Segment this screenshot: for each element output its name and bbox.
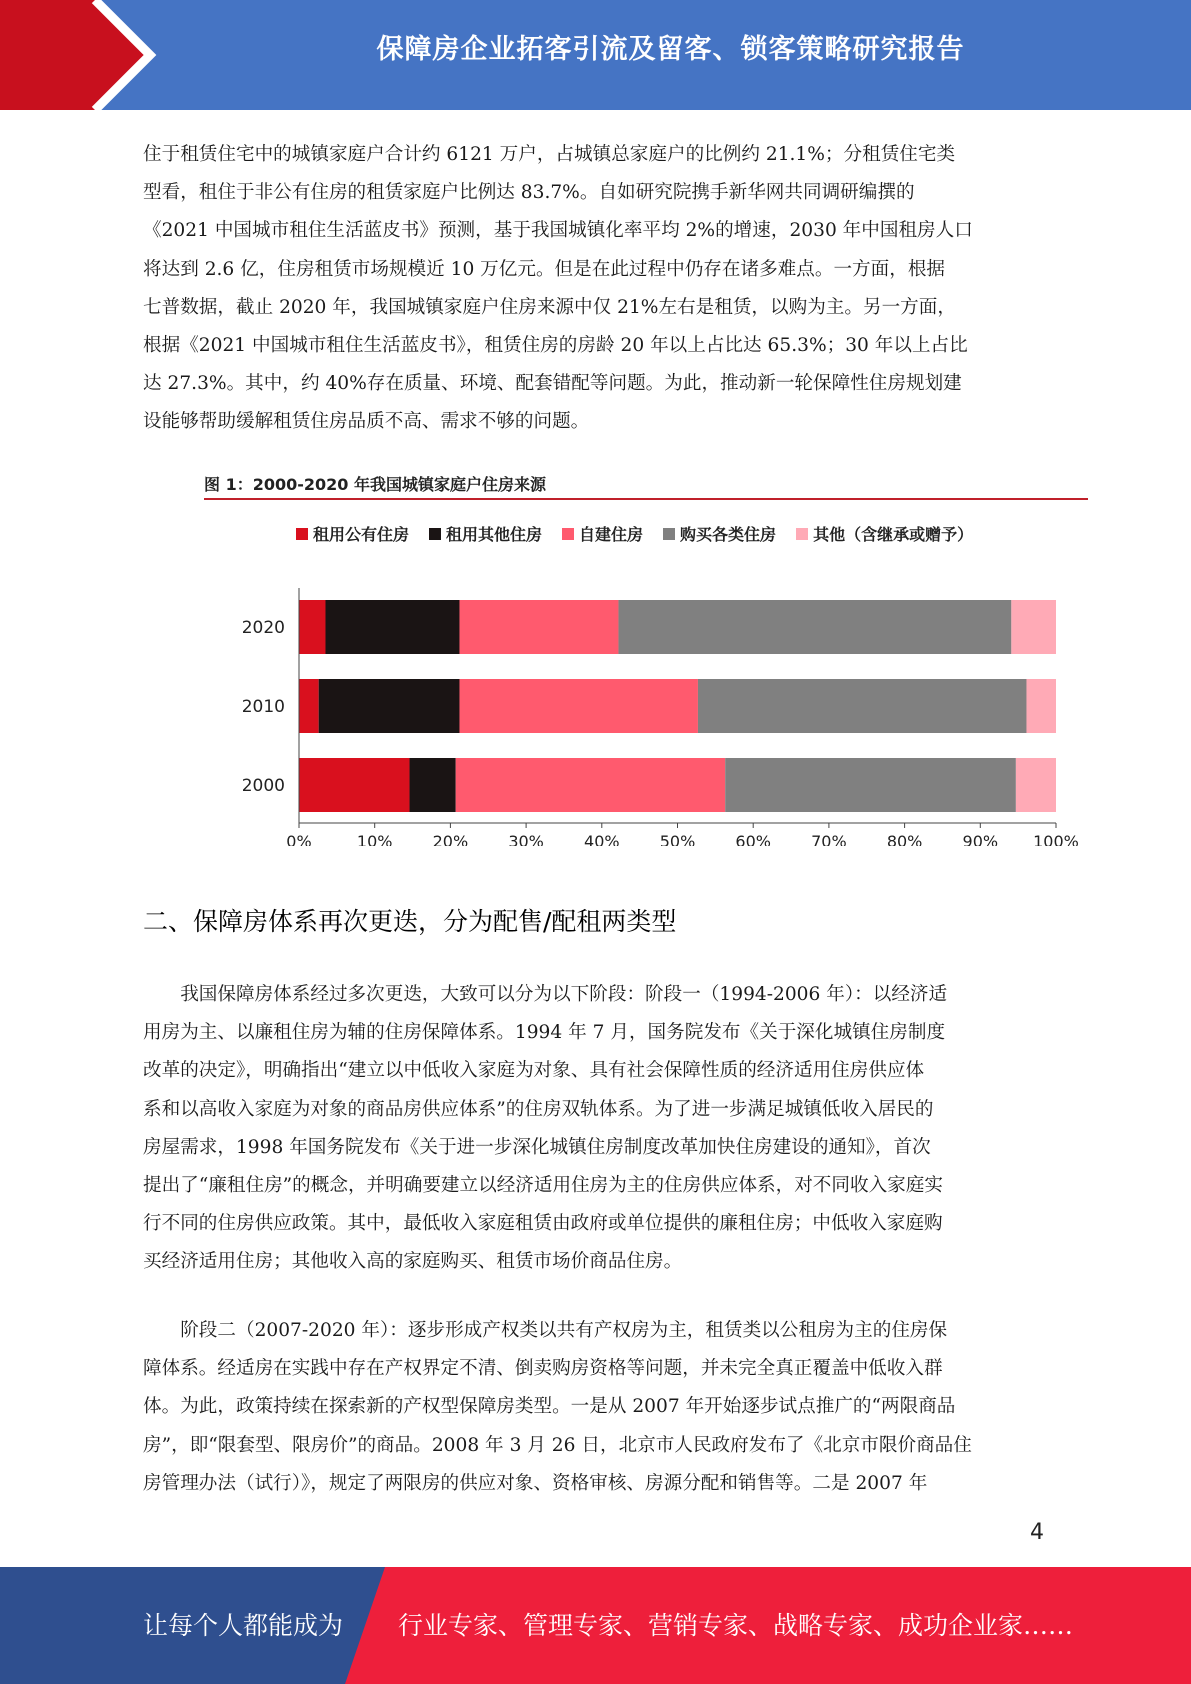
- paragraph-2: [143, 976, 1043, 1282]
- text-line: 买经济适用住房；其他收入高的家庭购买、租赁市场价商品住房。: [143, 1251, 683, 1273]
- bar-segment: [410, 758, 456, 812]
- text-line: 阶段二（2007-2020 年）：逐步形成产权类以共有产权房为主，租赁类以公租房为主的住房保: [180, 1320, 948, 1341]
- bar-segment: [698, 679, 1027, 733]
- x-tick-label: 60%: [735, 832, 771, 846]
- legend-item: [429, 522, 542, 545]
- text-line: 行不同的住房供应政策。其中，最低收入家庭租赁由政府或单位提供的廉租住房；中低收入家庭购: [143, 1213, 943, 1235]
- footer-slogan-right: 行业专家、管理专家、营销专家、战略专家、成功企业家……: [398, 1611, 1074, 1640]
- legend-swatch: [296, 528, 308, 540]
- bar-segment: [1026, 679, 1056, 733]
- bar-segment: [325, 600, 459, 654]
- legend-label: 其他（含继承或赠予）: [813, 525, 974, 544]
- text-line: 房”，即“限套型、限房价”的商品。2008 年 3 月 26 日，北京市人民政府发布了《北京市限价商品住: [143, 1434, 972, 1456]
- x-tick-label: 100%: [1033, 832, 1079, 846]
- x-tick-label: 20%: [432, 832, 469, 846]
- text-line: 房管理办法（试行）》，规定了两限房的供应对象、资格审核、房源分配和销售等。二是 2007 年: [143, 1472, 928, 1494]
- text-line: 设能够帮助缓解租赁住房品质不高、需求不够的问题。: [143, 411, 590, 433]
- legend-swatch: [429, 528, 441, 540]
- x-tick-label: 90%: [962, 832, 999, 846]
- bar-segment: [618, 600, 1011, 654]
- bar-segment: [456, 758, 725, 812]
- bar-segment: [725, 758, 1016, 812]
- x-tick-label: 70%: [811, 832, 847, 846]
- paragraph-3: [143, 1312, 1043, 1503]
- legend-label: 购买各类住房: [680, 525, 777, 544]
- legend-swatch: [796, 528, 808, 540]
- bar-segment: [299, 679, 319, 733]
- text-line: 改革的决定》，明确指出“建立以中低收入家庭为对象、具有社会保障性质的经济适用住房供应体: [143, 1060, 925, 1082]
- bar-segment: [459, 600, 618, 654]
- text-line: 房屋需求，1998 年国务院发布《关于进一步深化城镇住房制度改革加快住房建设的通知》，首次: [143, 1136, 931, 1158]
- text-line: 达 27.3%。其中，约 40%存在质量、环境、配套错配等问题。为此，推动新一轮保障性住房规划建: [143, 373, 962, 395]
- text-line: 住于租赁住宅中的城镇家庭户合计约 6121 万户，占城镇总家庭户的比例约 21.1%；分租赁住宅类: [143, 144, 956, 165]
- chart-legend: [296, 522, 973, 545]
- stacked-bar-chart: [196, 556, 1096, 846]
- page-header: [0, 0, 1191, 110]
- legend-item: [663, 522, 776, 545]
- text-line: 体。为此，政策持续在探索新的产权型保障房类型。一是从 2007 年开始逐步试点推广的“两限商品: [143, 1396, 956, 1418]
- bar-segment: [459, 679, 697, 733]
- x-tick-label: 40%: [584, 832, 620, 846]
- legend-label: 自建住房: [579, 525, 644, 544]
- page-footer: [0, 1567, 1191, 1684]
- paragraph-1: [143, 136, 1043, 442]
- text-line: 用房为主、以廉租住房为辅的住房保障体系。1994 年 7 月，国务院发布《关于深化城镇住房制度: [143, 1022, 946, 1044]
- bar-segment: [319, 679, 460, 733]
- bar-segment: [1011, 600, 1056, 654]
- legend-label: 租用其他住房: [446, 525, 543, 544]
- legend-swatch: [562, 528, 574, 540]
- legend-item: [796, 522, 973, 545]
- report-title: 保障房企业拓客引流及留客、锁客策略研究报告: [376, 34, 965, 65]
- page-number: 4: [1030, 1520, 1044, 1545]
- x-tick-label: 10%: [356, 832, 393, 846]
- figure-title: 图 1：2000-2020 年我国城镇家庭户住房来源: [204, 475, 546, 494]
- text-line: 型看，租住于非公有住房的租赁家庭户比例达 83.7%。自如研究院携手新华网共同调研编撰的: [143, 182, 915, 204]
- footer-slogan-left: 让每个人都能成为: [143, 1611, 344, 1640]
- category-label: 2000: [241, 776, 285, 796]
- section-heading: 二、保障房体系再次更迭，分为配售/配租两类型: [143, 907, 677, 936]
- bar-segment: [299, 758, 410, 812]
- legend-item: [296, 522, 409, 545]
- bar-segment: [1016, 758, 1056, 812]
- legend-label: 租用公有住房: [313, 525, 410, 544]
- figure-title-rule: [204, 498, 1088, 500]
- category-label: 2010: [241, 697, 285, 717]
- legend-swatch: [663, 528, 675, 540]
- text-line: 七普数据，截止 2020 年，我国城镇家庭户住房来源中仅 21%左右是租赁，以购为主。另一方面，: [143, 296, 956, 318]
- x-tick-label: 0%: [286, 832, 312, 846]
- text-line: 根据《2021 中国城市租住生活蓝皮书》，租赁住房的房龄 20 年以上占比达 65.3%；30 年以上占比: [143, 335, 968, 357]
- text-line: 提出了“廉租住房”的概念，并明确要建立以经济适用住房为主的住房供应体系，对不同收入家庭实: [143, 1175, 943, 1197]
- text-line: 障体系。经适房在实践中存在产权界定不清、倒卖购房资格等问题，并未完全真正覆盖中低收入群: [143, 1358, 943, 1380]
- x-tick-label: 30%: [508, 832, 544, 846]
- text-line: 我国保障房体系经过多次更迭，大致可以分为以下阶段：阶段一（1994-2006 年）：以经济适: [180, 984, 948, 1005]
- text-line: 系和以高收入家庭为对象的商品房供应体系”的住房双轨体系。为了进一步满足城镇低收入居民的: [143, 1098, 934, 1120]
- text-line: 《2021 中国城市租住生活蓝皮书》预测，基于我国城镇化率平均 2%的增速，2030 年中国租房人口: [143, 220, 973, 242]
- legend-item: [562, 522, 643, 545]
- x-tick-label: 80%: [886, 832, 923, 846]
- x-tick-label: 50%: [659, 832, 696, 846]
- figure-housing-source: [196, 466, 1096, 846]
- text-line: 将达到 2.6 亿，住房租赁市场规模近 10 万亿元。但是在此过程中仍存在诸多难点。一方面，根据: [143, 258, 946, 280]
- category-label: 2020: [241, 618, 285, 638]
- bar-segment: [299, 600, 325, 654]
